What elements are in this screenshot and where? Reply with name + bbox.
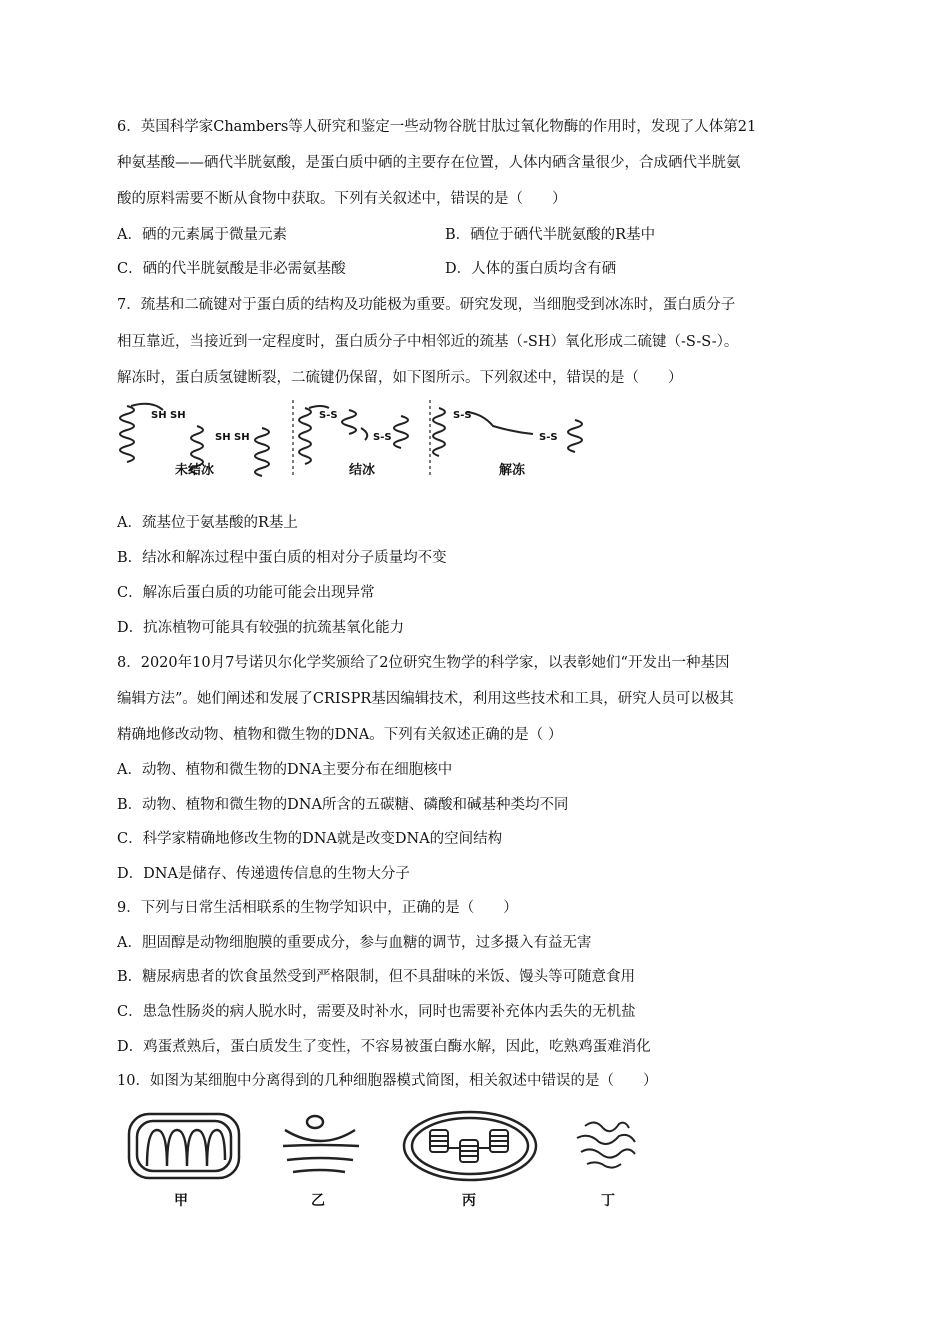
q9-option-a: A．胆固醇是动物细胞膜的重要成分，参与血糖的调节，过多摄入有益无害 <box>117 935 592 951</box>
chloroplast-grana <box>430 1130 508 1162</box>
protein-coil-1a <box>120 406 134 462</box>
fig10-label-ding: 丁 <box>601 1193 615 1209</box>
q7-stem-line1: 7．巯基和二硫键对于蛋白质的结构及功能极为重要。研究发现，当细胞受到冰冻时，蛋白质分子 <box>117 297 736 313</box>
q7-option-b: B．结冰和解冻过程中蛋白质的相对分子质量均不变 <box>117 550 447 566</box>
mitochondrion-inner <box>137 1121 231 1171</box>
q7-option-a: A．巯基位于氨基酸的R基上 <box>117 515 298 531</box>
golgi-cisterna-3 <box>287 1158 353 1160</box>
q8-option-a: A．动物、植物和微生物的DNA主要分布在细胞核中 <box>117 762 453 778</box>
fig7-ss-label-1: S-S <box>319 410 338 421</box>
fig7-sh-label-2: SH SH <box>215 432 250 443</box>
fig7-ss-label-2: S-S <box>373 432 392 443</box>
q8-stem-line1: 8．2020年10月7号诺贝尔化学奖颁给了2位研究生物学的科学家，以表彰她们“开发出一种基因 <box>117 655 730 671</box>
q9-stem-line1: 9．下列与日常生活相联系的生物学知识中，正确的是（ ） <box>117 900 518 916</box>
q6-stem-line1: 6．英国科学家Chambers等人研究和鉴定一些动物谷胱甘肽过氧化物酶的作用时，发现了人体第21 <box>117 119 757 135</box>
q8-stem-line3: 精确地修改动物、植物和微生物的DNA。下列有关叙述正确的是（ ） <box>117 727 563 743</box>
fig7-label-frozen: 结冰 <box>349 463 376 478</box>
golgi-cisterna-1 <box>285 1130 355 1141</box>
fig7-ss-label-3: S-S <box>453 410 472 421</box>
protein-chain-3a <box>467 412 533 434</box>
mitochondrion-cristae <box>147 1130 225 1166</box>
fig10-label-yi: 乙 <box>311 1193 325 1209</box>
q7-option-d: D．抗冻植物可能具有较强的抗巯基氧化能力 <box>117 620 405 636</box>
q6-option-a: A．硒的元素属于微量元素 <box>117 227 287 243</box>
q8-stem-line2: 编辑方法”。她们阐述和发展了CRISPR基因编辑技术，利用这些技术和工具，研究人员可以极其 <box>117 691 734 707</box>
protein-coil-2b <box>342 410 356 434</box>
protein-coil-3a <box>433 408 445 456</box>
q6-stem-line2: 种氨基酸——硒代半胱氨酸，是蛋白质中硒的主要存在位置，人体内硒含量很少，合成硒代半胱氨 <box>117 155 741 171</box>
golgi-vesicle <box>307 1116 323 1128</box>
protein-coil-1c <box>255 428 269 476</box>
q7-stem-line3: 解冻时，蛋白质氢键断裂，二硫键仍保留，如下图所示。下列叙述中，错误的是（ ） <box>117 370 683 386</box>
golgi-cisterna-4 <box>293 1170 345 1172</box>
q9-option-c: C．患急性肠炎的病人脱水时，需要及时补水，同时也需要补充体内丢失的无机盐 <box>117 1004 636 1020</box>
endoplasmic-reticulum <box>577 1122 635 1167</box>
protein-coil-3b <box>568 420 582 452</box>
q9-option-d: D．鸡蛋煮熟后，蛋白质发生了变性，不容易被蛋白酶水解，因此，吃熟鸡蛋难消化 <box>117 1039 651 1055</box>
fig7-sh-label-1: SH SH <box>151 410 186 421</box>
protein-coil-2c <box>394 416 408 448</box>
q6-option-d: D．人体的蛋白质均含有硒 <box>445 261 617 277</box>
q6-option-b: B．硒位于硒代半胱氨酸的R基中 <box>445 227 656 243</box>
protein-coil-2a <box>299 408 311 464</box>
golgi-cisterna-2 <box>283 1145 359 1146</box>
fig7-ss-label-4: S-S <box>539 432 558 443</box>
q10-stem-line1: 10．如图为某细胞中分离得到的几种细胞器模式简图，相关叙述中错误的是（ ） <box>117 1073 658 1089</box>
fig10-label-bing: 丙 <box>462 1193 476 1209</box>
q7-stem-line2: 相互靠近，当接近到一定程度时，蛋白质分子中相邻近的巯基（-SH）氧化形成二硫键（-S-S-）。 <box>117 334 739 350</box>
q7-option-c: C．解冻后蛋白质的功能可能会出现异常 <box>117 585 375 601</box>
q9-option-b: B．糖尿病患者的饮食虽然受到严格限制，但不具甜味的米饭、馒头等可随意食用 <box>117 969 636 985</box>
protein-chain-2b <box>361 428 367 440</box>
q10-figure-organelles <box>125 1108 665 1218</box>
q6-option-c: C．硒的代半胱氨酸是非必需氨基酸 <box>117 261 346 277</box>
q8-option-b: B．动物、植物和微生物的DNA所含的五碳糖、磷酸和碱基种类均不同 <box>117 797 569 813</box>
fig7-label-thawed: 解冻 <box>499 463 526 478</box>
protein-chain-2a <box>309 406 329 408</box>
q8-option-d: D．DNA是储存、传递遗传信息的生物大分子 <box>117 866 410 882</box>
q8-option-c: C．科学家精确地修改生物的DNA就是改变DNA的空间结构 <box>117 831 503 847</box>
fig10-label-jia: 甲 <box>174 1193 188 1209</box>
q7-figure-protein-freezing <box>117 398 597 486</box>
q10-figure-svg <box>125 1108 665 1218</box>
q6-stem-line3: 酸的原料需要不断从食物中获取。下列有关叙述中，错误的是（ ） <box>117 191 567 207</box>
fig7-label-unfrozen: 未结冰 <box>175 463 215 478</box>
